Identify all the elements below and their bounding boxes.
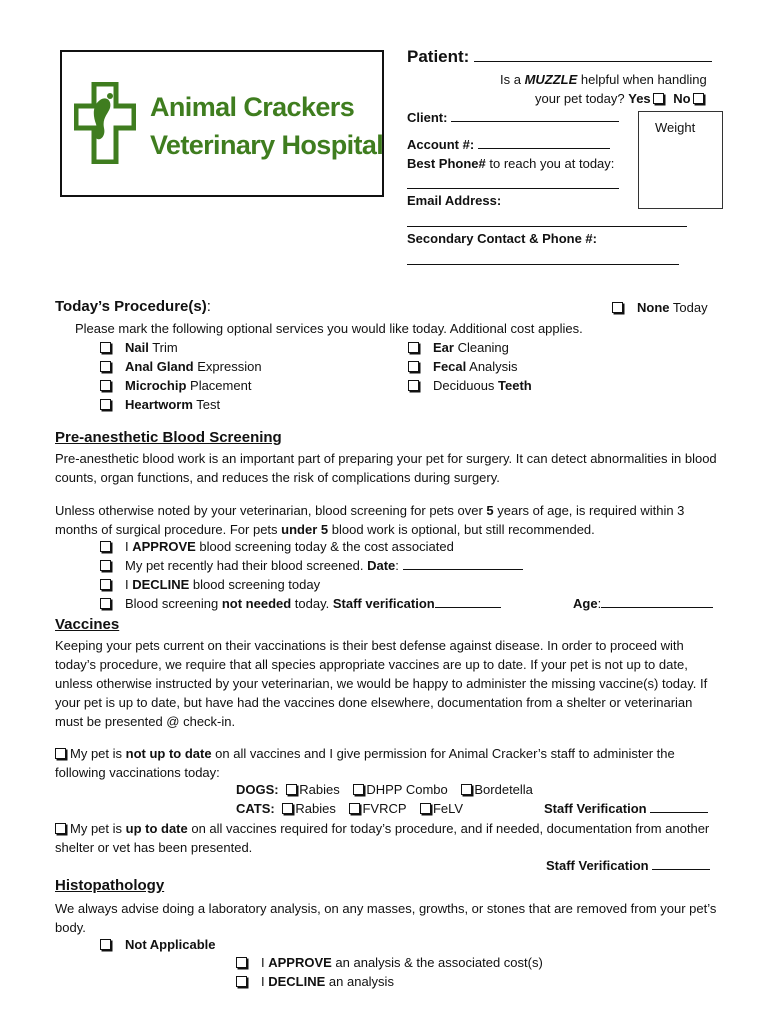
muzzle-q1-post: helpful when handling — [577, 72, 707, 87]
service-label-rest: Test — [192, 397, 221, 412]
up-a: My pet is — [70, 821, 126, 836]
account-row — [407, 137, 610, 152]
service-label-bold: Nail — [125, 340, 149, 355]
opt-bold: Date — [367, 558, 396, 573]
opt-text: I — [261, 955, 269, 970]
dog-dhpp-checkbox[interactable] — [353, 784, 364, 795]
ear-cleaning-checkbox[interactable] — [408, 342, 419, 353]
para2-e: blood work is optional, but still recommended. — [328, 522, 595, 537]
opt-text: blood screening today — [189, 577, 321, 592]
service-label-bold: Teeth — [498, 378, 532, 393]
client-row — [407, 110, 619, 125]
heartworm-checkbox[interactable] — [100, 399, 111, 410]
vaccines-title: Vaccines — [55, 616, 120, 633]
staff-verification-label: Staff Verification — [546, 858, 649, 873]
phone-row — [407, 156, 614, 171]
opt-bold: not needed — [221, 596, 292, 611]
muzzle-question-line1 — [500, 72, 707, 87]
vaccines-not-up-to-date-option[interactable] — [55, 744, 720, 782]
cat-rabies-label: Rabies — [295, 801, 336, 816]
histopathology-title: Histopathology — [55, 877, 165, 894]
opt-bold: DECLINE — [132, 577, 190, 592]
vaccines-para: Keeping your pets current on their vaccinations is their best defense against disease. In order to proceed with today’s procedure, we require that all species appropriate vaccines are up to date. If your pet is not up to date, unless otherwise instructed by your veterinarian, we would be happy to administer the missing vaccine(s) today. If your pet is up to date, but have had the vaccines done elsewhere, documentation from a shelter or veterinarian must be presented @ check-in. — [55, 638, 708, 729]
deciduous-teeth-checkbox[interactable] — [408, 380, 419, 391]
muzzle-yes-checkbox[interactable] — [653, 93, 664, 104]
opt-text: I — [261, 974, 269, 989]
service-ear-cleaning[interactable] — [408, 340, 509, 355]
muzzle-q2: your pet today? — [535, 91, 625, 106]
cat-rabies-checkbox[interactable] — [282, 803, 293, 814]
muzzle-question-line2 — [535, 91, 710, 106]
para2-c: years of age, is required within 3 months of surgical procedure. For pets — [55, 503, 685, 537]
logo-name-line1: Animal Crackers — [150, 92, 355, 122]
blood-screening-title: Pre-anesthetic Blood Screening — [55, 429, 282, 446]
none-today-bold: None — [637, 300, 670, 315]
procedures-title-colon: : — [206, 298, 211, 315]
staff-verification-label: Staff Verification — [544, 801, 647, 816]
phone-label: Best Phone# — [407, 156, 486, 171]
weight-label: Weight — [655, 120, 696, 135]
muzzle-no-label: No — [673, 91, 691, 106]
muzzle-no-checkbox[interactable] — [693, 93, 704, 104]
opt-bold: DECLINE — [268, 974, 326, 989]
service-label-bold: Ear — [433, 340, 454, 355]
histo-decline-option[interactable] — [236, 974, 394, 989]
nail-trim-checkbox[interactable] — [100, 342, 111, 353]
blood-decline-option[interactable] — [100, 577, 320, 592]
opt-text: today. — [291, 596, 333, 611]
up-b: up to date — [125, 821, 188, 836]
histo-not-applicable-checkbox[interactable] — [100, 939, 111, 950]
patient-label-text: Patient: — [407, 47, 470, 66]
account-label: Account #: — [407, 137, 475, 152]
dog-dhpp-label: DHPP Combo — [366, 782, 448, 797]
secondary-contact-input-line[interactable] — [407, 252, 679, 265]
not-a: My pet is — [70, 746, 126, 761]
blood-date-input-line[interactable] — [403, 569, 523, 570]
service-deciduous-teeth[interactable] — [408, 378, 532, 393]
cat-fvrcp-checkbox[interactable] — [349, 803, 360, 814]
histo-approve-checkbox[interactable] — [236, 957, 247, 968]
service-label-rest: Expression — [193, 359, 262, 374]
not-up-to-date-checkbox[interactable] — [55, 748, 66, 759]
cats-vaccines-row — [236, 801, 463, 816]
opt-text: : — [395, 558, 399, 573]
service-label-bold: Microchip — [125, 378, 187, 393]
patient-input-line[interactable] — [474, 61, 712, 62]
histo-approve-option[interactable] — [236, 955, 543, 970]
muzzle-yes-label: Yes — [628, 91, 651, 106]
blood-screening-para1: Pre-anesthetic blood work is an important part of preparing your pet for surgery. It can detect abnormalities in blood counts, organ functions, and reduces the risk of complications during surgery. — [55, 451, 717, 485]
email-input-line[interactable] — [407, 214, 687, 227]
dog-rabies-label: Rabies — [299, 782, 340, 797]
blood-recent-option[interactable] — [100, 558, 523, 573]
none-today-option[interactable] — [612, 300, 708, 315]
blood-recent-checkbox[interactable] — [100, 560, 111, 571]
cat-fvrcp-label: FVRCP — [362, 801, 407, 816]
dog-rabies-checkbox[interactable] — [286, 784, 297, 795]
cat-felv-checkbox[interactable] — [420, 803, 431, 814]
not-b: not up to date — [125, 746, 212, 761]
histo-not-applicable-option[interactable] — [100, 937, 216, 952]
blood-not-needed-checkbox[interactable] — [100, 598, 111, 609]
staff-verification-label: Staff verification — [332, 596, 435, 611]
logo-name-line2: Veterinary Hospital — [150, 130, 384, 160]
service-label-rest: Placement — [186, 378, 252, 393]
service-fecal-analysis[interactable] — [408, 359, 518, 374]
cat-felv-label: FeLV — [432, 801, 464, 816]
para2-a: Unless otherwise noted by your veterinarian, blood screening for pets over — [55, 503, 487, 518]
up-to-date-checkbox[interactable] — [55, 823, 66, 834]
blood-screening-para2 — [55, 501, 720, 539]
account-input-line[interactable] — [478, 148, 610, 149]
none-today-checkbox[interactable] — [612, 302, 623, 313]
dog-bordetella-checkbox[interactable] — [461, 784, 472, 795]
vaccine-staff-verification-input-line[interactable] — [650, 812, 708, 813]
vaccine-staff-verification-row — [544, 801, 708, 816]
not-c: on all vaccines and I give permission for Animal Cracker’s staff to administer the following vaccinations today: — [55, 746, 675, 780]
service-label-rest: Trim — [148, 340, 178, 355]
weight-box[interactable] — [638, 111, 723, 209]
opt-text: I — [125, 539, 133, 554]
service-label-bold: Anal Gland — [125, 359, 194, 374]
blood-decline-checkbox[interactable] — [100, 579, 111, 590]
up-to-date-staff-verification-row — [546, 858, 710, 873]
up-to-date-staff-verification-input-line[interactable] — [652, 869, 710, 870]
muzzle-q1-pre: Is a — [500, 72, 525, 87]
service-label-bold: Fecal — [433, 359, 467, 374]
up-c: on all vaccines required for today’s procedure, and if needed, documentation from another shelter or vet has been presented. — [55, 821, 710, 855]
para2-d: under 5 — [281, 522, 329, 537]
phone-suffix: to reach you at today: — [485, 156, 615, 171]
anal-gland-checkbox[interactable] — [100, 361, 111, 372]
opt-bold: APPROVE — [268, 955, 332, 970]
service-label-rest: Cleaning — [453, 340, 509, 355]
histopathology-para: We always advise doing a laboratory analysis, on any masses, growths, or stones that are removed from your pet’s body. — [55, 901, 717, 935]
opt-bold: APPROVE — [132, 539, 196, 554]
service-nail-trim[interactable] — [100, 340, 178, 355]
dogs-vaccines-row — [236, 782, 533, 797]
dog-bordetella-label: Bordetella — [474, 782, 533, 797]
staff-verification-input-line[interactable] — [435, 607, 501, 608]
fecal-analysis-checkbox[interactable] — [408, 361, 419, 372]
client-input-line[interactable] — [451, 121, 619, 122]
service-label-rest: Analysis — [466, 359, 518, 374]
opt-text: I — [125, 577, 133, 592]
microchip-checkbox[interactable] — [100, 380, 111, 391]
service-microchip[interactable] — [100, 378, 251, 393]
opt-text: My pet recently had their blood screened. — [125, 558, 368, 573]
blood-not-needed-option[interactable] — [100, 596, 501, 611]
opt-text: an analysis & the associated cost(s) — [331, 955, 543, 970]
service-anal-gland[interactable] — [100, 359, 262, 374]
not-applicable-label: Not Applicable — [125, 937, 216, 952]
vaccines-up-to-date-option[interactable] — [55, 819, 720, 857]
age-row — [573, 596, 713, 611]
opt-text: blood screening today & the cost associated — [195, 539, 454, 554]
service-heartworm[interactable] — [100, 397, 220, 412]
secondary-contact-label: Secondary Contact & Phone #: — [407, 231, 597, 246]
blood-approve-option[interactable] — [100, 539, 454, 554]
age-colon: : — [597, 596, 602, 611]
opt-text: Blood screening — [125, 596, 222, 611]
service-label-pre: Deciduous — [433, 378, 499, 393]
para2-b: 5 — [486, 503, 494, 518]
muzzle-q1-em: MUZZLE — [524, 72, 578, 87]
dogs-label: DOGS: — [236, 782, 279, 797]
age-label: Age — [573, 596, 598, 611]
opt-text: an analysis — [325, 974, 394, 989]
age-input-line[interactable] — [601, 607, 713, 608]
logo-frame — [60, 50, 384, 197]
none-today-rest: Today — [669, 300, 708, 315]
cats-label: CATS: — [236, 801, 275, 816]
histo-decline-checkbox[interactable] — [236, 976, 247, 987]
procedures-title-text: Today’s Procedure(s) — [55, 298, 207, 315]
patient-label — [407, 47, 712, 67]
phone-input-line[interactable] — [407, 176, 619, 189]
procedures-intro: Please mark the following optional services you would like today. Additional cost applies. — [75, 321, 583, 336]
procedures-title — [55, 298, 211, 315]
blood-approve-checkbox[interactable] — [100, 541, 111, 552]
email-label: Email Address: — [407, 193, 502, 208]
medical-cross-pet-icon — [74, 82, 136, 164]
client-label: Client: — [407, 110, 448, 125]
service-label-bold: Heartworm — [125, 397, 193, 412]
